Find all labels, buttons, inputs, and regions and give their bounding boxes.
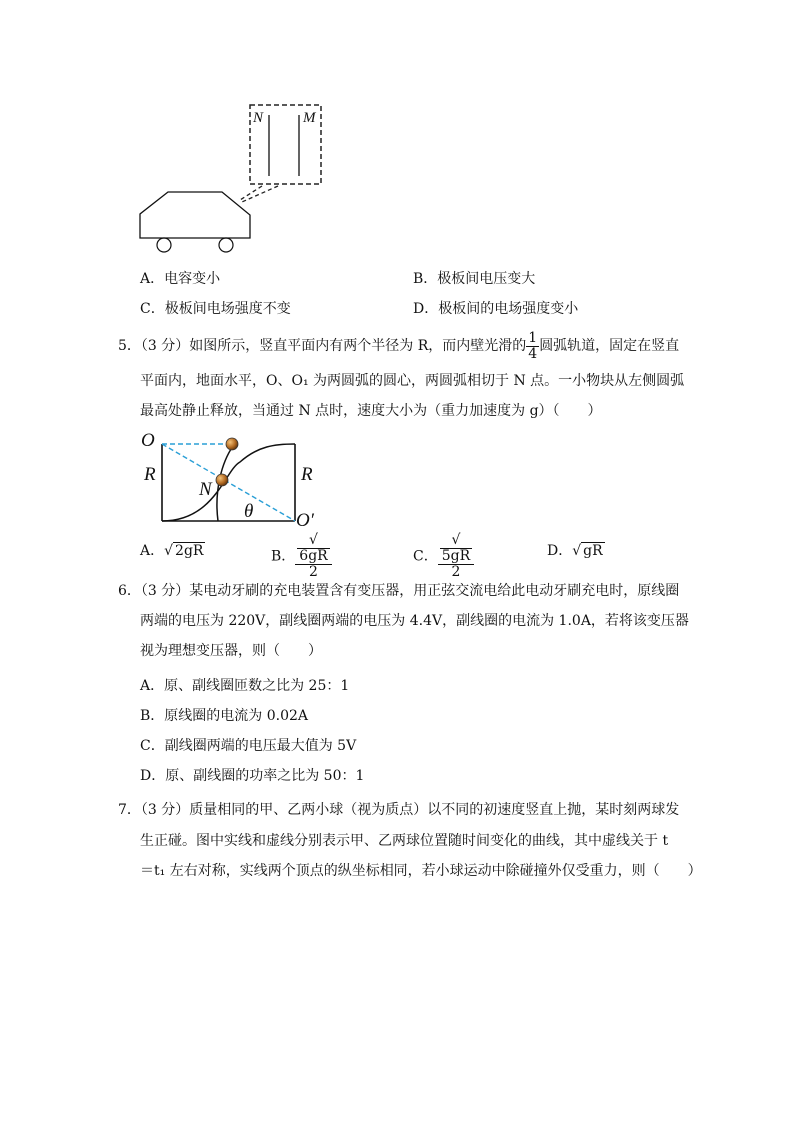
q6-option-c: C．副线圈两端的电压最大值为 5V	[140, 738, 357, 754]
q6-option-a: A．原、副线圈匝数之比为 25：1	[140, 678, 350, 694]
q5-text: 5．（3 分）如图所示，竖直平面内有两个半径为 R，而内壁光滑的	[118, 338, 527, 354]
q5-option-a: A．√ 2gR	[140, 543, 204, 559]
q4-option-b: B．极板间电压变大	[413, 271, 536, 287]
q5-option-d: D．√ gR	[547, 543, 603, 559]
q5-line2: 平面内，地面水平，O、O₁ 为两圆弧的圆心，两圆弧相切于 N 点。一小物块从左侧圆弧	[140, 373, 685, 389]
fraction-quarter: $\frac{1}{4}$	[528, 329, 538, 362]
label-theta: θ	[244, 501, 254, 522]
q5-text-end: 圆弧轨道，固定在竖直	[539, 338, 680, 354]
q5-line1	[118, 328, 679, 364]
ball-n	[216, 474, 228, 486]
label-o-prime: O′	[296, 510, 314, 531]
q5-option-b: B． √ 6gR 2	[271, 533, 332, 580]
q6-line3: 视为理想变压器，则（ ）	[140, 643, 322, 659]
q7-line2: 生正碰。图中实线和虚线分别表示甲、乙两球位置随时间变化的曲线，其中虚线关于 t	[140, 833, 669, 849]
q5-line3: 最高处静止释放，当通过 N 点时，速度大小为（重力加速度为 g）（ ）	[140, 403, 602, 419]
label-n: N	[199, 479, 212, 500]
q6-line1: 6．（3 分）某电动牙刷的充电装置含有变压器，用正弦交流电给此电动牙刷充电时，原线圈	[118, 583, 680, 599]
ball-top	[226, 438, 238, 450]
q7-line1: 7．（3 分）质量相同的甲、乙两小球（视为质点）以不同的初速度竖直上抛，某时刻两球发	[118, 802, 680, 818]
label-o: O	[141, 430, 155, 451]
plate-label-n: N	[253, 110, 264, 126]
q6-option-d: D．原、副线圈的功率之比为 50：1	[140, 768, 365, 784]
q4-option-d: D．极板间的电场强度变小	[413, 301, 579, 317]
q7-line3: ＝t₁ 左右对称，实线两个顶点的纵坐标相同，若小球运动中除碰撞外仅受重力，则（ ）	[140, 863, 702, 879]
q6-line2: 两端的电压为 220V，副线圈两端的电压为 4.4V，副线圈的电流为 1.0A，若将该变压器	[140, 613, 689, 629]
plate-label-m: M	[303, 110, 316, 126]
q5-option-c: C． √ 5gR 2	[413, 533, 474, 580]
q4-option-a: A．电容变小	[140, 271, 221, 287]
q4-option-c: C．极板间电场强度不变	[140, 301, 291, 317]
label-r-left: R	[144, 464, 156, 485]
q6-option-b: B．原线圈的电流为 0.02A	[140, 708, 309, 724]
label-r-right: R	[301, 464, 313, 485]
